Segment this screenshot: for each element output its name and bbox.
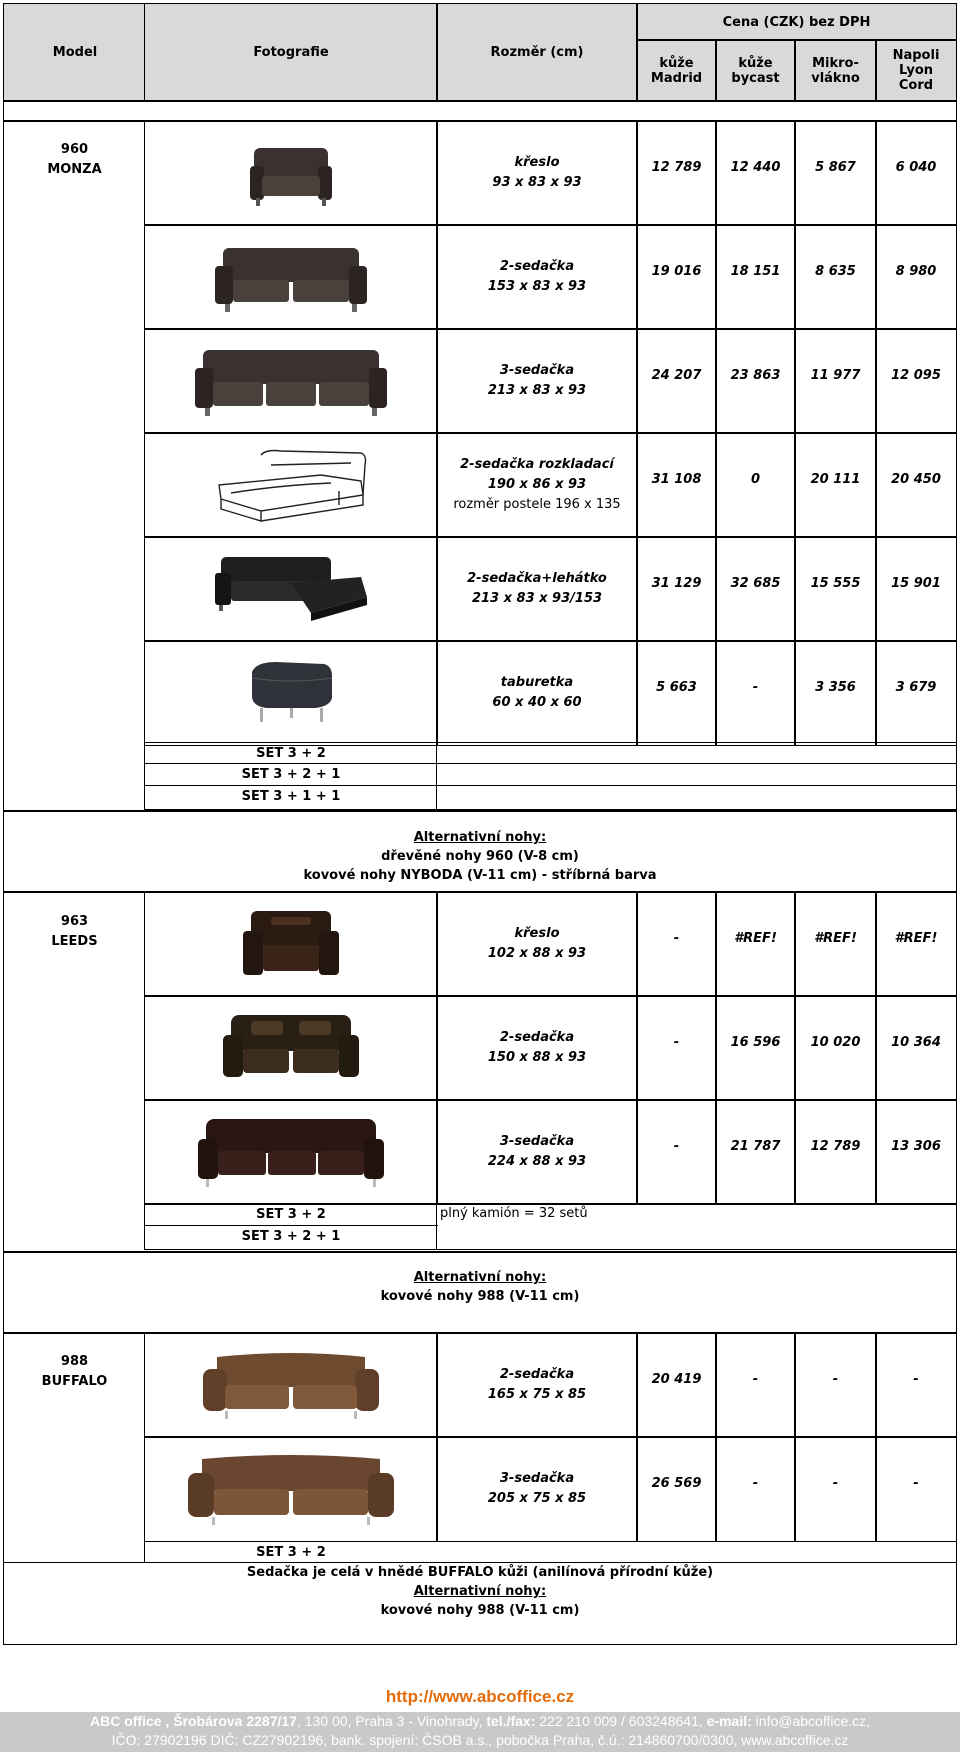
header-col-mikro: Mikro- vlákno [794,39,877,102]
monza-product-note: rozměr postele 196 x 135 [453,497,621,512]
monza-product-size: 60 x 40 x 60 [492,695,582,710]
sofa-3-seat-photo [196,1113,386,1191]
monza-alt-title: Alternativní nohy: [413,830,547,845]
leeds-price-cell: 10 364 [875,995,957,1101]
buffalo-set-1: SET 3 + 2 [256,1545,326,1560]
monza-alt-line-2: kovové nohy NYBODA (V-11 cm) - stříbrná barva [303,868,657,883]
monza-price-cell: 8 635 [794,224,877,330]
leeds-price-cell: - [636,995,717,1101]
leeds-price-cell: 12 789 [794,1099,877,1205]
buffalo-product-name: 3-sedačka [499,1471,575,1486]
buffalo-price-cell: - [875,1332,957,1438]
sofa-bed-photo [211,445,371,525]
monza-product-size: 93 x 83 x 93 [492,175,582,190]
buffalo-leather-note: Sedačka je celá v hnědé BUFFALO kůži (anilínová přírodní kůže) [246,1565,714,1580]
leeds-product-name: 3-sedačka [499,1134,575,1149]
leeds-price-cell: - [636,1099,717,1205]
monza-set-3: SET 3 + 1 + 1 [241,789,341,804]
leeds-set-1: SET 3 + 2 [256,1207,326,1222]
monza-product-size: 213 x 83 x 93 [487,383,587,398]
header-foto: Fotografie [144,3,438,102]
footer-line-1: ABC office , Šrobárova 2287/17, 130 00, Praha 3 - Vinohrady, tel./fax: 222 210 009 / 603248641, e-mail: info@abcoffice.cz, [89,1713,871,1729]
monza-price-cell: 32 685 [715,536,796,642]
buffalo-price-cell: - [715,1332,796,1438]
buffalo-notes [3,1563,957,1620]
monza-set-2: SET 3 + 2 + 1 [241,767,341,782]
corner-sofa-photo [211,549,371,629]
sofa-3-seat-photo [186,1449,396,1529]
sofa-2-seat-photo [221,1009,361,1087]
footer-line-2: IČO: 27902196 DIČ: CZ27902196, bank. spojení: ČSOB a.s., pobočka Praha, č.ú.: 214860700/0300, www.abcoffice.cz [111,1732,849,1748]
monza-size-cell [436,432,638,538]
monza-price-cell: 23 863 [715,328,796,434]
buffalo-product-size: 165 x 75 x 85 [487,1387,587,1402]
buffalo-alt-line-1: kovové nohy 988 (V-11 cm) [380,1603,580,1618]
buffalo-price-cell: 26 569 [636,1436,717,1542]
monza-size-cell [436,224,638,330]
monza-photo-cell [144,120,438,226]
leeds-set-2: SET 3 + 2 + 1 [241,1229,341,1244]
leeds-price-cell: 13 306 [875,1099,957,1205]
leeds-product-name: 2-sedačka [499,1030,575,1045]
leeds-alt-title: Alternativní nohy: [413,1270,547,1285]
sofa-2-seat-photo [201,1347,381,1423]
monza-product-size: 153 x 83 x 93 [487,279,587,294]
buffalo-product-name: 2-sedačka [499,1367,575,1382]
leeds-product-size: 102 x 88 x 93 [487,946,587,961]
leeds-alt [3,1268,957,1306]
buffalo-price-cell: - [715,1436,796,1542]
leeds-set-note: plný kamión = 32 setů [440,1206,588,1221]
monza-product-name: křeslo [514,155,560,170]
monza-price-cell: 20 111 [794,432,877,538]
header-cena: Cena (CZK) bez DPH [636,3,957,41]
buffalo-photo-cell [144,1436,438,1542]
footer-url[interactable]: http://www.abcoffice.cz [385,1687,575,1706]
monza-photo-cell [144,432,438,538]
monza-price-cell: 5 867 [794,120,877,226]
monza-price-cell: 12 440 [715,120,796,226]
buffalo-price-cell: - [794,1436,877,1542]
monza-price-cell: 3 356 [794,640,877,746]
header-rozmer: Rozměr (cm) [436,3,638,102]
buffalo-model: 988 BUFFALO [41,1354,108,1389]
monza-price-cell: 12 789 [636,120,717,226]
header-col-madrid: kůže Madrid [636,39,717,102]
monza-photo-cell [144,640,438,746]
leeds-product-size: 150 x 88 x 93 [487,1050,587,1065]
monza-price-cell: 5 663 [636,640,717,746]
armchair-photo [246,138,336,208]
header-model: Model [3,3,146,102]
monza-product-name: 2-sedačka rozkladací [460,457,614,472]
monza-product-size: 213 x 83 x 93/153 [471,591,603,606]
monza-photo-cell [144,536,438,642]
buffalo-price-cell: - [794,1332,877,1438]
monza-model: 960 MONZA [47,142,102,177]
buffalo-price-cell: - [875,1436,957,1542]
sofa-3-seat-photo [191,342,391,420]
monza-size-cell [436,328,638,434]
monza-product-name: taburetka [500,675,574,690]
leeds-price-cell: 16 596 [715,995,796,1101]
leeds-model: 963 LEEDS [51,914,98,949]
monza-alt-line-1: dřevěné nohy 960 (V-8 cm) [381,849,579,864]
leeds-photo-cell [144,995,438,1101]
leeds-price-cell: #REF! [794,891,877,997]
leeds-price-cell: 21 787 [715,1099,796,1205]
monza-price-cell: 31 129 [636,536,717,642]
monza-photo-cell [144,328,438,434]
monza-photo-cell [144,224,438,330]
buffalo-size-cell [436,1332,638,1438]
monza-price-cell: 24 207 [636,328,717,434]
buffalo-size-cell [436,1436,638,1542]
monza-price-cell: 18 151 [715,224,796,330]
sofa-2-seat-photo [211,240,371,315]
monza-size-cell [436,536,638,642]
stool-photo [246,658,336,728]
buffalo-photo-cell [144,1332,438,1438]
header-col-napoli: Napoli Lyon Cord [875,39,957,102]
leeds-product-name: křeslo [514,926,560,941]
monza-size-cell [436,120,638,226]
leeds-price-cell: #REF! [715,891,796,997]
monza-product-name: 2-sedačka+lehátko [467,571,607,586]
monza-price-cell: 11 977 [794,328,877,434]
monza-size-cell [436,640,638,746]
monza-price-cell: 31 108 [636,432,717,538]
monza-price-cell: 12 095 [875,328,957,434]
monza-price-cell: 0 [715,432,796,538]
monza-price-cell: 3 679 [875,640,957,746]
buffalo-price-cell: 20 419 [636,1332,717,1438]
leeds-photo-cell [144,1099,438,1205]
monza-price-cell: 8 980 [875,224,957,330]
footer-bar [0,1712,960,1752]
buffalo-alt-title: Alternativní nohy: [413,1584,547,1599]
leeds-size-cell [436,891,638,997]
monza-product-name: 2-sedačka [499,259,575,274]
monza-price-cell: 19 016 [636,224,717,330]
leeds-price-cell: #REF! [875,891,957,997]
monza-price-cell: 15 901 [875,536,957,642]
monza-price-cell: - [715,640,796,746]
leeds-alt-line-1: kovové nohy 988 (V-11 cm) [380,1289,580,1304]
monza-product-size: 190 x 86 x 93 [487,477,587,492]
leeds-price-cell: 10 020 [794,995,877,1101]
spacer-row [3,100,957,122]
monza-alt [3,828,957,885]
monza-price-cell: 15 555 [794,536,877,642]
leeds-price-cell: - [636,891,717,997]
monza-set-1: SET 3 + 2 [256,746,326,761]
armchair-photo [241,905,341,983]
leeds-photo-cell [144,891,438,997]
leeds-size-cell [436,1099,638,1205]
leeds-size-cell [436,995,638,1101]
monza-price-cell: 20 450 [875,432,957,538]
monza-product-name: 3-sedačka [499,363,575,378]
leeds-product-size: 224 x 88 x 93 [487,1154,587,1169]
header-col-bycast: kůže bycast [715,39,796,102]
buffalo-product-size: 205 x 75 x 85 [487,1491,587,1506]
monza-price-cell: 6 040 [875,120,957,226]
